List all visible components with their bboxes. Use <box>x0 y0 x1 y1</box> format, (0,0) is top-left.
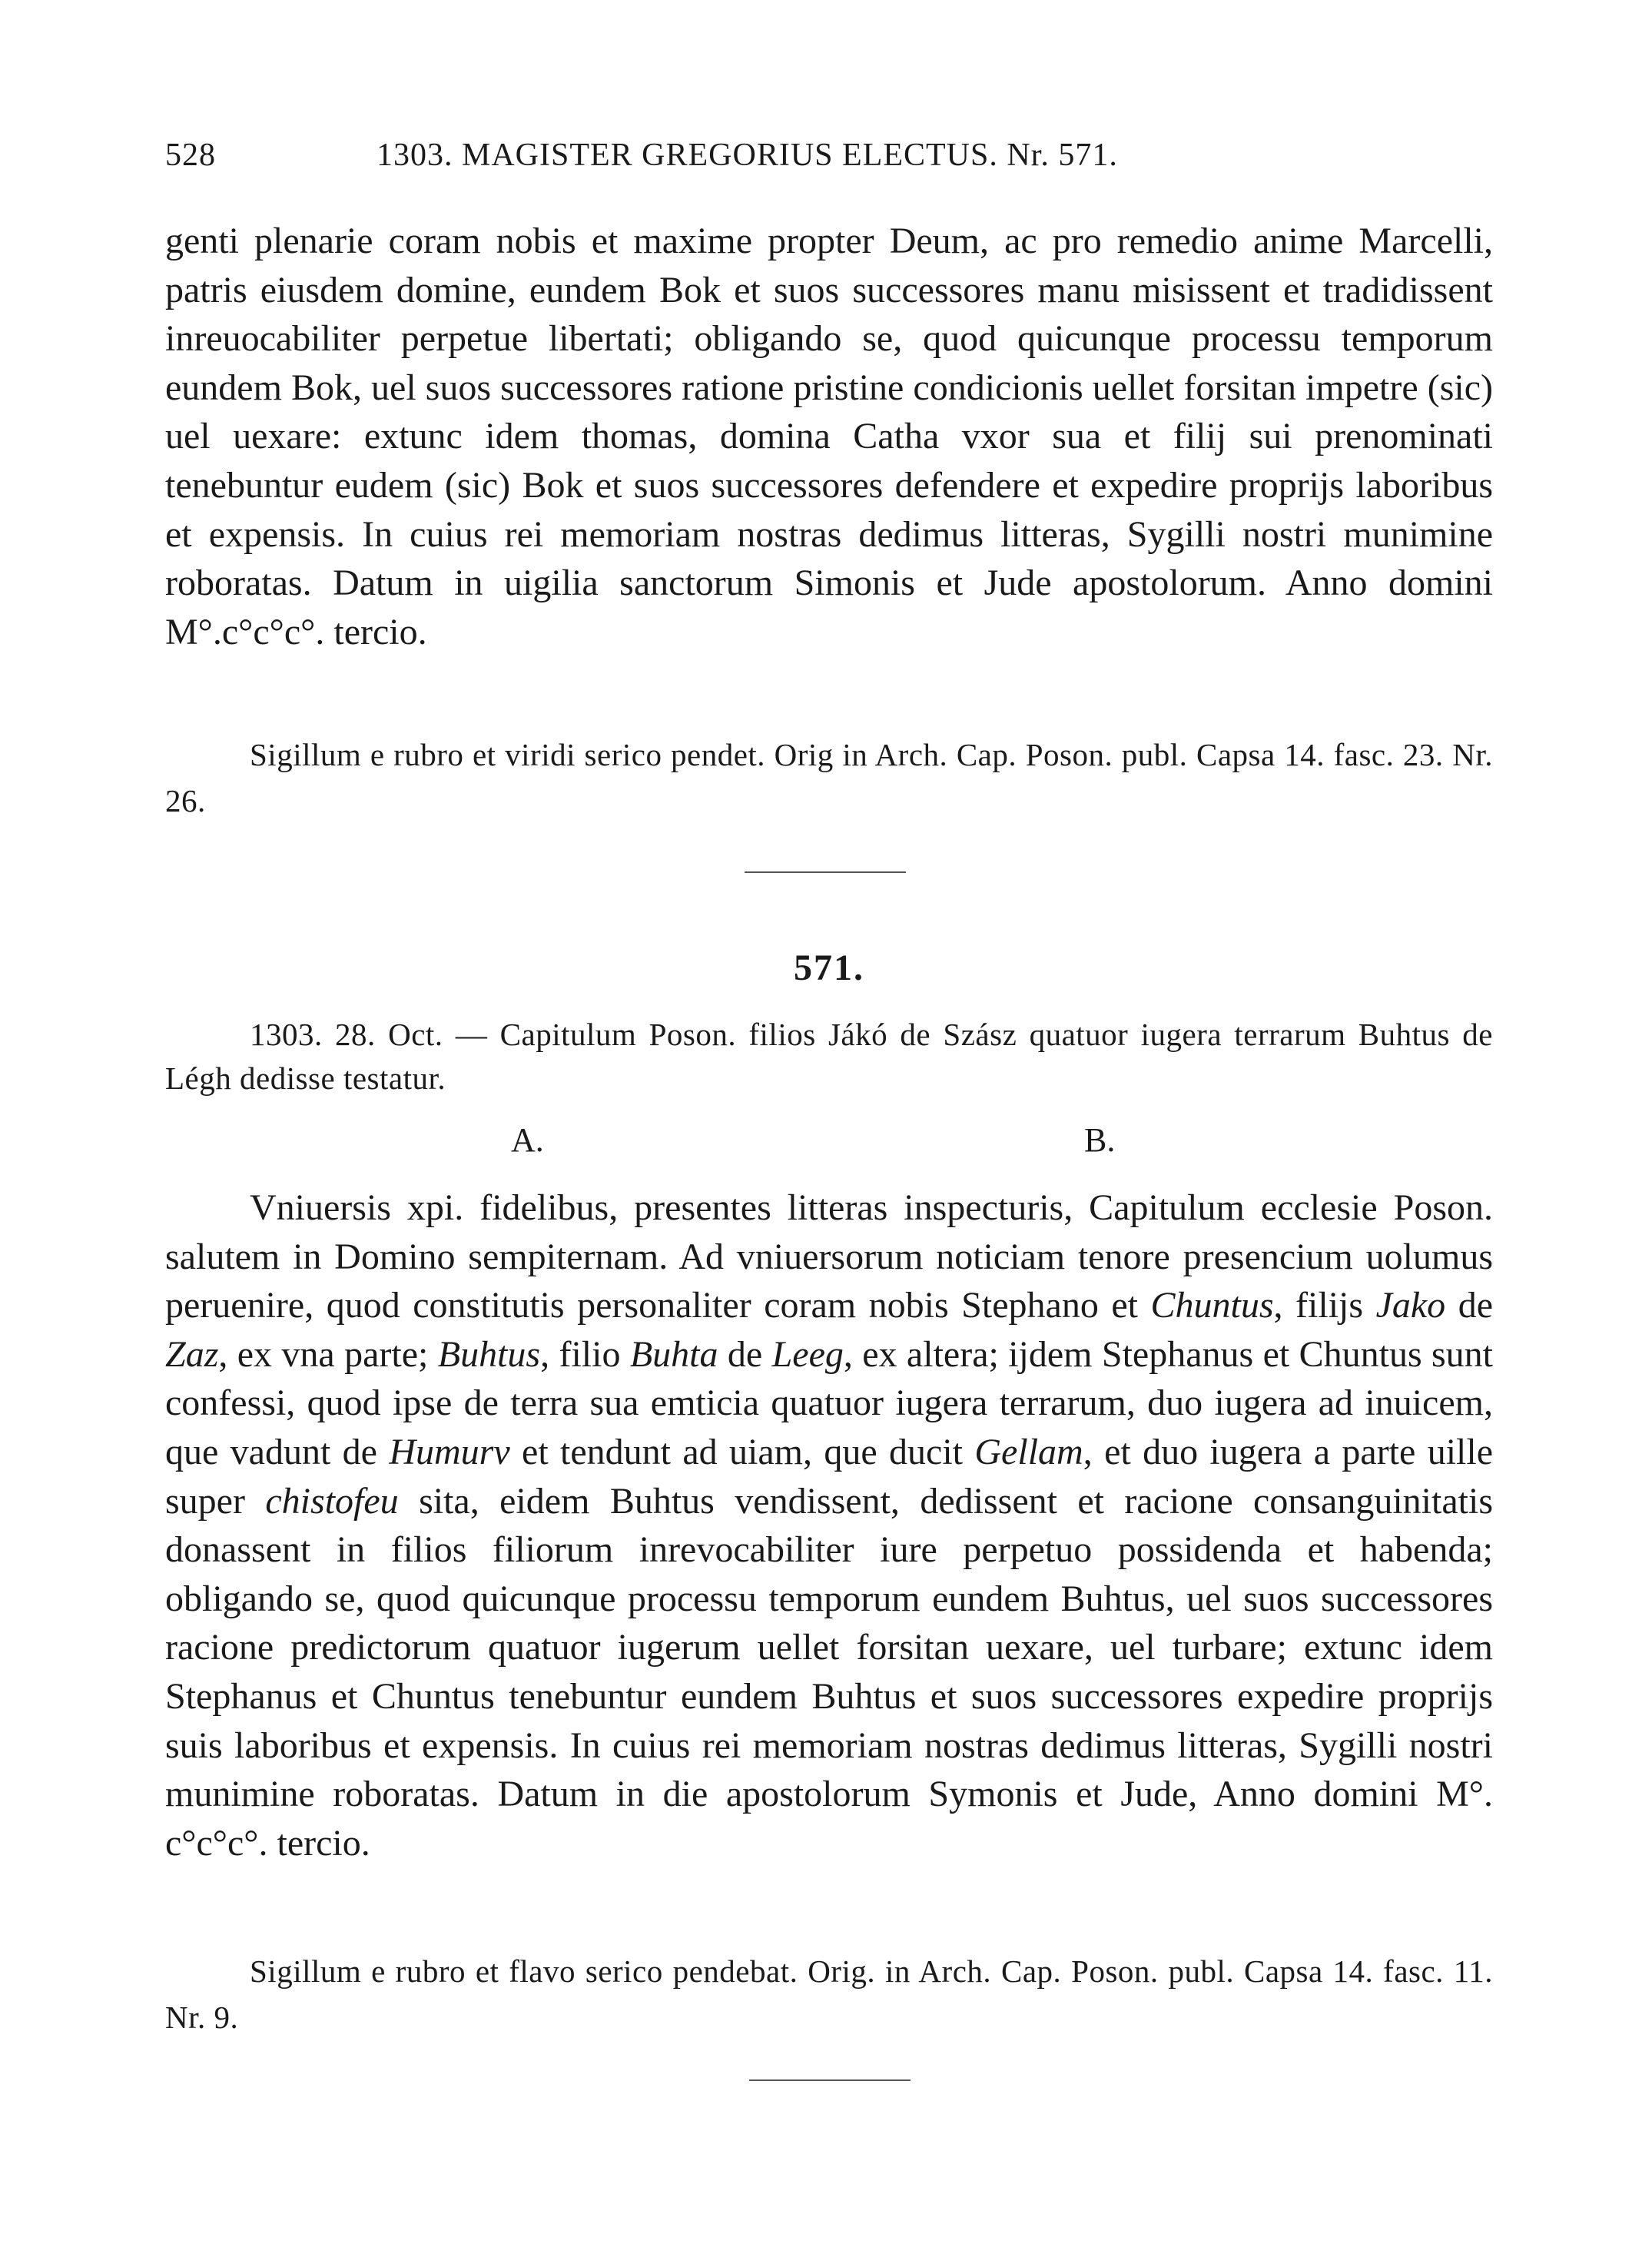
seal-note-text: Sigillum e rubro et flavo serico pendebat. Orig. in Arch. Cap. Poson. publ. Capsa 14. fasc. 11. Nr. 9. <box>165 1953 1493 2035</box>
text-segment: , ex altera; ijdem Stephanus et Chuntus sunt confessi, quod ipse de terra sua emticia quatuor iugera terrarum, duo iugera ad inuicem, que vadunt de <box>165 1333 1494 1472</box>
text-segment: , et duo iugera a parte uille super <box>165 1431 1493 1522</box>
text-segment: et tendunt ad uiam, que ducit <box>509 1431 975 1472</box>
section-divider <box>749 2079 911 2081</box>
continued-charter-text <box>165 217 1493 656</box>
text-segment: sita, eidem Buhtus vendissent, dedissent et racione consanguinitatis donassent in filios filiorum inrevocabiliter iure perpetuo possidenda et habenda; obligando se, quod quicunque processu temporum eundem Buhtus, uel suos successores racione predictorum quatuor iugerum uellet forsitan uexare, uel turbare; extunc idem Stephanus et Chuntus tenebuntur eundem Buhtus et suos successores expedire proprijs suis laboribus et expensis. In cuius rei memoriam nostras dedimus litteras, Sygilli nostri munimine roboratas. Datum in die apostolorum Symonis et Jude, Anno domini M°. c°c°c°. tercio. <box>165 1480 1493 1864</box>
name-buhtus: Buhtus <box>437 1333 541 1375</box>
section-divider <box>745 871 906 873</box>
book-page <box>165 0 1493 2267</box>
place-chistofeu: chistofeu <box>265 1480 399 1522</box>
text-segment: Vniuersis xpi. fidelibus, presentes litteras inspecturis, Capitulum ecclesie Poson. salutem in Domino sempiternam. Ad vniuersorum noticiam tenore presencium uolumus peruenire, quod constitutis personaliter coram nobis Stephano et <box>165 1187 1493 1326</box>
version-labels <box>165 1120 1493 1167</box>
name-chuntus: Chuntus <box>1150 1285 1274 1326</box>
version-a-label: A. <box>511 1121 544 1159</box>
place-leeg: Leeg <box>771 1333 844 1375</box>
name-buhta: Buhta <box>629 1333 718 1375</box>
page-header <box>165 137 1493 183</box>
text-segment: , ex vna parte; <box>218 1333 438 1375</box>
text-segment: de <box>718 1333 772 1375</box>
place-zaz: Zaz <box>165 1333 219 1375</box>
charter-paragraph <box>165 1183 1493 1867</box>
place-gellam: Gellam <box>974 1431 1083 1472</box>
place-humurv: Humurv <box>389 1431 510 1472</box>
charter-text <box>165 1183 1493 1867</box>
document-number: 571. <box>794 948 864 988</box>
text-segment: de <box>1445 1285 1493 1326</box>
summary-text: 1303. 28. Oct. — Capitulum Poson. filios Jákó de Szász quatuor iugera terrarum Buhtus de Légh dedisse testatur. <box>165 1017 1493 1096</box>
seal-note-571 <box>165 1948 1493 2040</box>
seal-note-text: Sigillum e rubro et viridi serico pendet. Orig in Arch. Cap. Poson. publ. Capsa 14. fasc. 23. Nr. 26. <box>165 737 1493 818</box>
text-segment: , filijs <box>1273 1285 1376 1326</box>
seal-note-570 <box>165 732 1493 824</box>
page-number: 528 <box>165 138 216 173</box>
running-title: 1303. MAGISTER GREGORIUS ELECTUS. Nr. 571. <box>377 138 1118 173</box>
continued-paragraph: genti plenarie coram nobis et maxime propter Deum, ac pro remedio anime Marcelli, patris eiusdem domine, eundem Bok et suos successores manu misissent et tradidissent inreuocabiliter perpetue libertati; obligando se, quod quicunque processu temporum eundem Bok, uel suos successores ratione pristine condicionis uellet forsitan impetre (sic) uel uexare: extunc idem thomas, domina Catha vxor sua et filij sui prenominati tenebuntur eudem (sic) Bok et suos successores defendere et expedire proprijs laboribus et expensis. In cuius rei memoriam nostras dedimus litteras, Sygilli nostri munimine roboratas. Datum in uigilia sanctorum Simonis et Jude apostolorum. Anno domini M°.c°c°c°. tercio. <box>165 221 1493 652</box>
document-summary <box>165 1013 1493 1100</box>
text-segment: , filio <box>540 1333 630 1375</box>
version-b-label: B. <box>1084 1121 1116 1159</box>
name-jako: Jako <box>1375 1285 1446 1326</box>
